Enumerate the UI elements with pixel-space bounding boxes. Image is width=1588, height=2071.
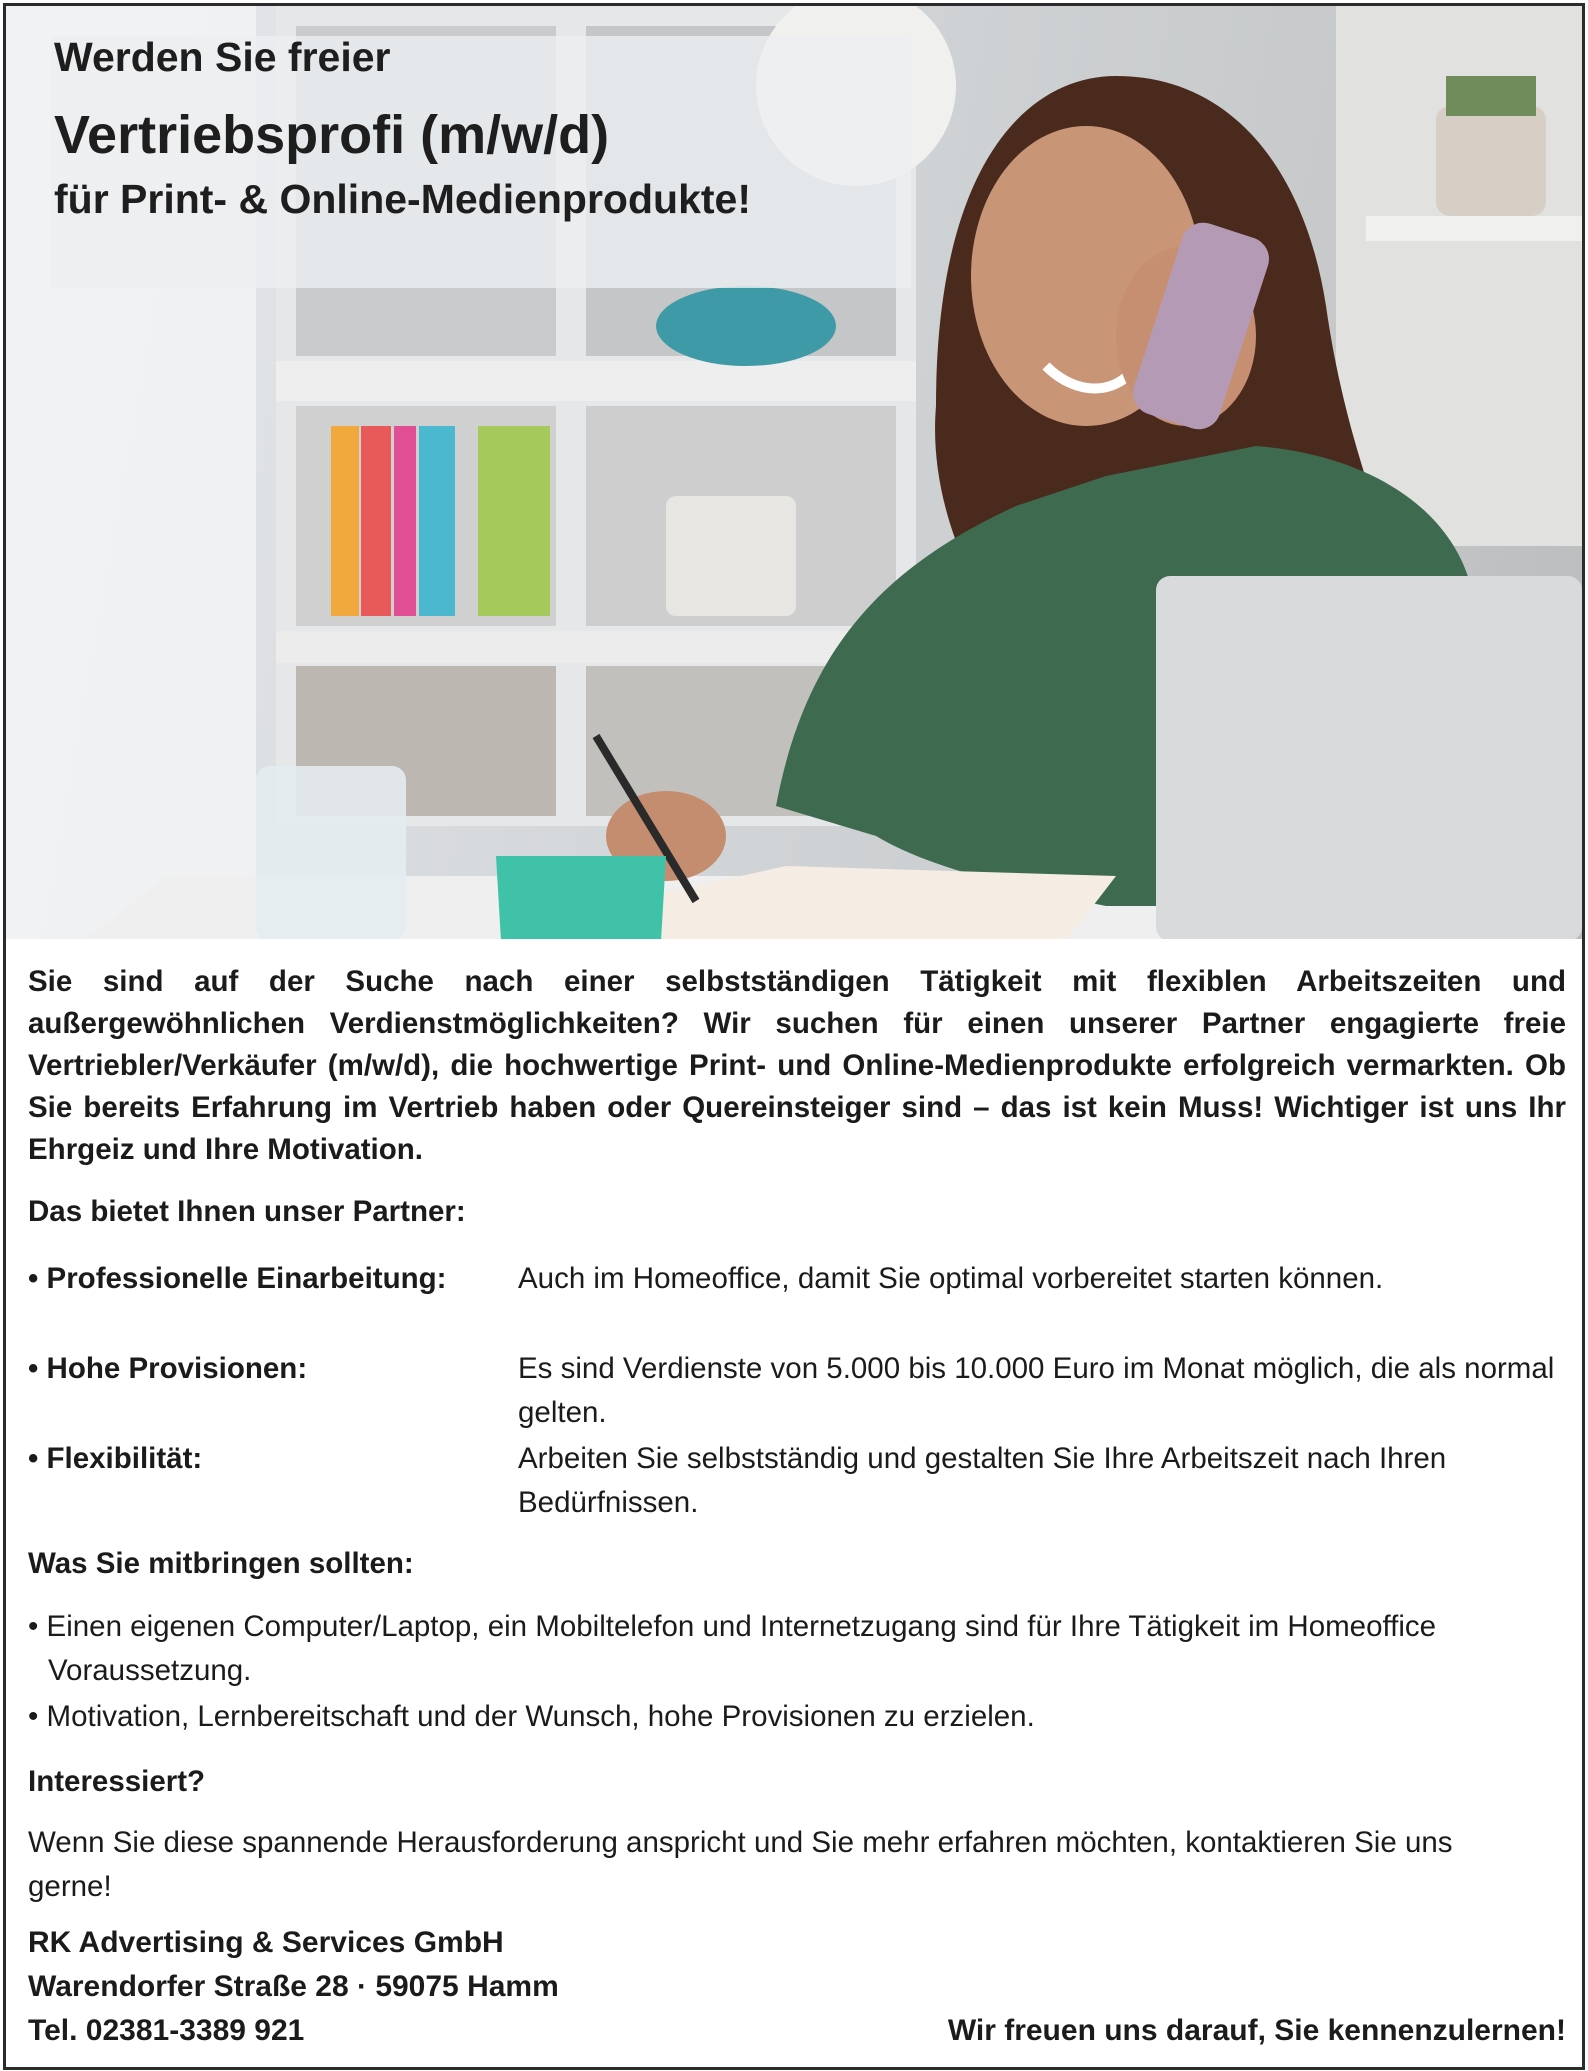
company-address: Warendorfer Straße 28 · 59075 Hamm — [28, 1970, 559, 2003]
offer-item-text: Auch im Homeoffice, damit Sie optimal vorbereitet starten können. — [518, 1262, 1384, 1295]
requirement-item: • Einen eigenen Computer/Laptop, ein Mobiltelefon und Internetzugang sind für Ihre Tätigkeit im Homeoffice Voraussetzung. — [28, 1610, 1437, 1687]
offer-item-label: • Hohe Provisionen: — [28, 1352, 308, 1385]
interest-text: Wenn Sie diese spannende Herausforderung anspricht und Sie mehr erfahren möchten, kontaktieren Sie uns gerne! — [28, 1826, 1453, 1903]
offer-heading: Das bietet Ihnen unser Partner: — [28, 1195, 466, 1228]
headline-subtitle: für Print- & Online-Medienprodukte! — [54, 176, 751, 222]
job-advertisement — [3, 3, 1585, 2070]
requirements-heading: Was Sie mitbringen sollten: — [28, 1547, 414, 1580]
company-name: RK Advertising & Services GmbH — [28, 1926, 504, 1959]
intro-paragraph: Sie sind auf der Suche nach einer selbstständigen Tätigkeit mit flexiblen Arbeitszeiten und außergewöhnlichen Verdienstmöglichkeiten? Wir suchen für einen unserer Partner engagierte freie Vertriebler/Verkäufer (m/w/d), die hochwertige Print- und Online-Medienprodukte erfolgreich vermarkten. Ob Sie bereits Erfahrung im Vertrieb haben oder Quereinsteiger sind – das ist kein Muss! Wichtiger ist uns Ihr Ehrgeiz und Ihre Motivation. — [28, 965, 1566, 1166]
company-phone[interactable]: Tel. 02381-3389 921 — [28, 2014, 305, 2047]
requirement-item: • Motivation, Lernbereitschaft und der Wunsch, hohe Provisionen zu erzielen. — [28, 1700, 1035, 1733]
offer-item-label: • Flexibilität: — [28, 1442, 203, 1475]
offer-item-label: • Professionelle Einarbeitung: — [28, 1262, 447, 1295]
offer-item-text: Arbeiten Sie selbstständig und gestalten Sie Ihre Arbeitszeit nach Ihren Bedürfnissen. — [518, 1442, 1447, 1519]
closing-line: Wir freuen uns darauf, Sie kennenzulernen! — [947, 2014, 1566, 2047]
ad-body — [28, 961, 1566, 2047]
job-title: Vertriebsprofi (m/w/d) — [54, 105, 610, 165]
headline-intro: Werden Sie freier — [54, 34, 391, 80]
hero-photo — [6, 6, 1582, 939]
interest-heading: Interessiert? — [28, 1765, 206, 1798]
offer-item-text: Es sind Verdienste von 5.000 bis 10.000 Euro im Monat möglich, die als normal gelten. — [518, 1352, 1555, 1429]
